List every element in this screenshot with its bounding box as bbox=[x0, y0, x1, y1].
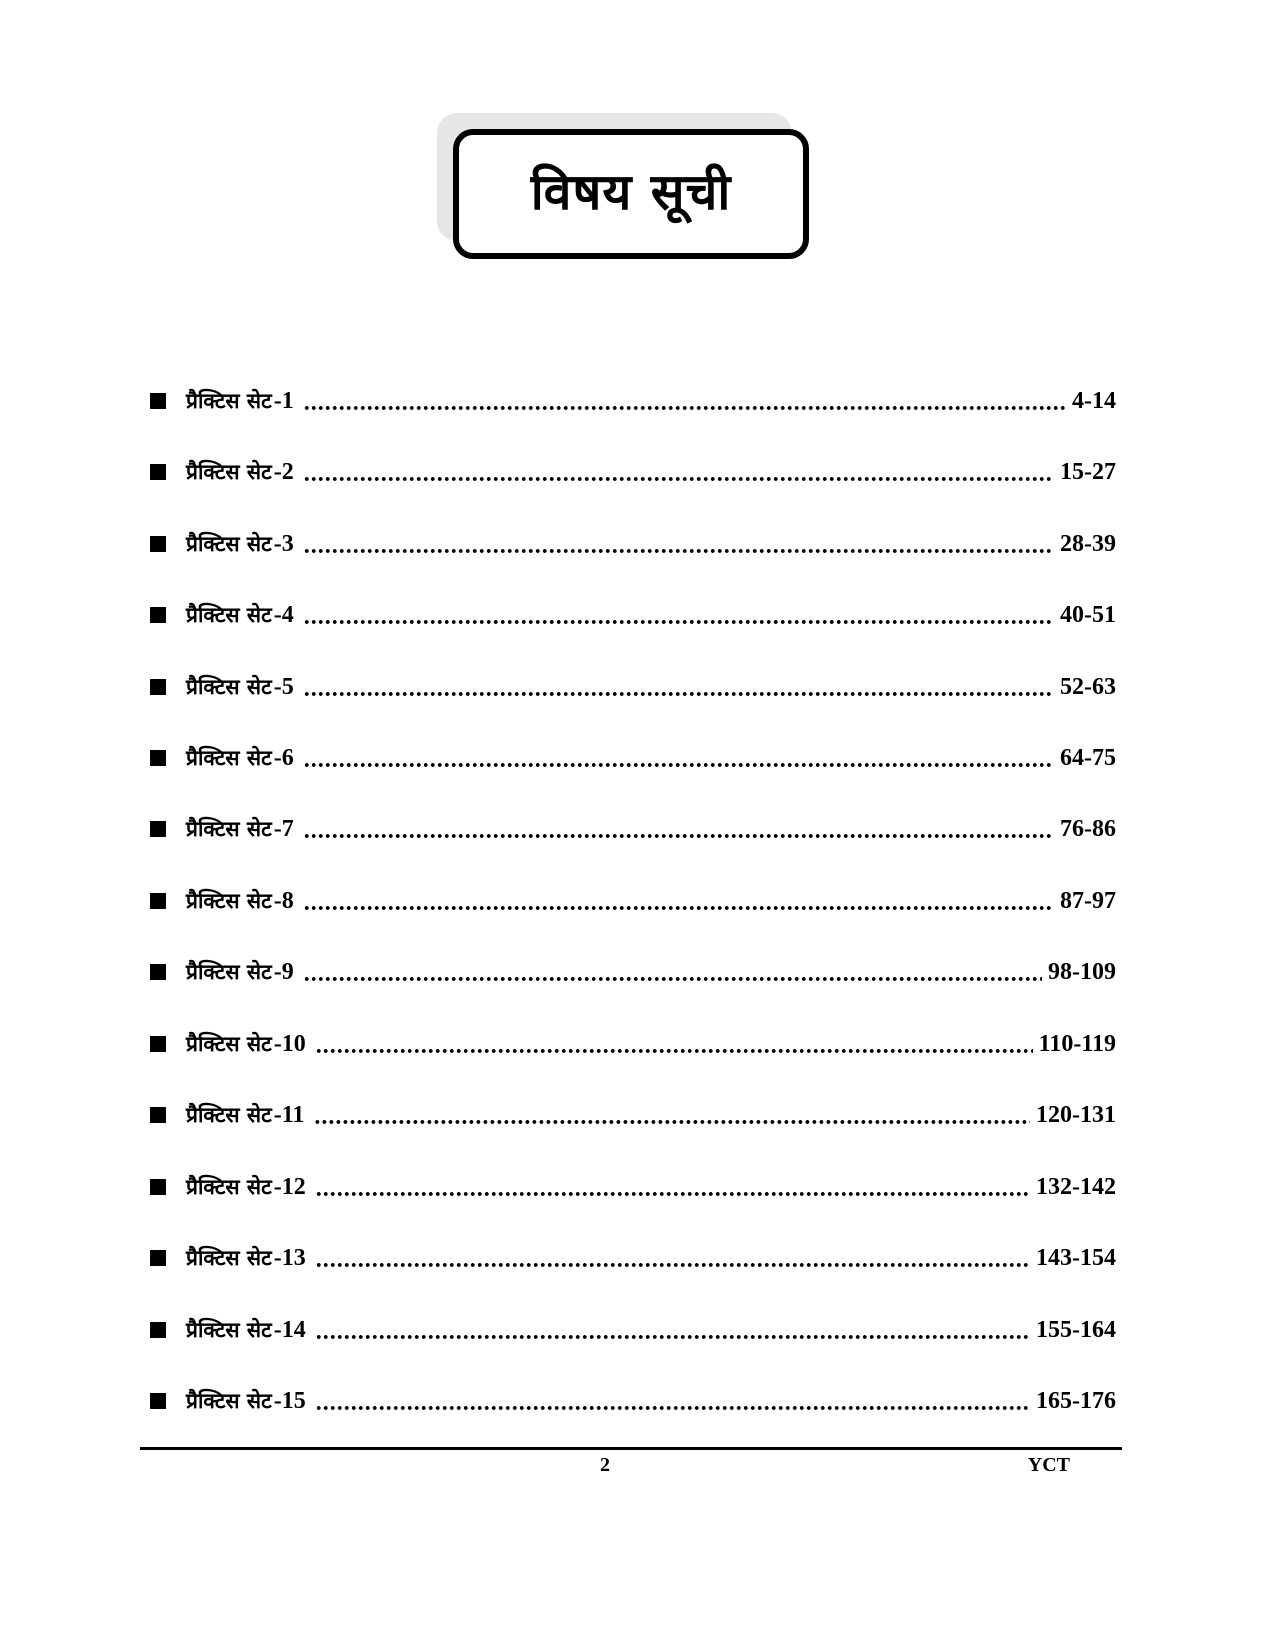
toc-entry-label: प्रैक्टिस सेट bbox=[186, 1175, 272, 1199]
toc-entry-pages: 132-142 bbox=[1036, 1173, 1116, 1200]
bullet-square-icon bbox=[150, 1036, 166, 1052]
toc-entry-number: -15 bbox=[273, 1387, 306, 1414]
bullet-square-icon bbox=[150, 607, 166, 623]
toc-entry-number: -7 bbox=[273, 815, 294, 842]
toc-entry-pages: 143-154 bbox=[1036, 1244, 1116, 1271]
bullet-square-icon bbox=[150, 750, 166, 766]
bullet-square-icon bbox=[150, 1107, 166, 1123]
dot-leader bbox=[316, 1247, 1030, 1274]
toc-entry-label: प्रैक्टिस सेट bbox=[186, 746, 272, 770]
toc-entry-label: प्रैक्टिस सेट bbox=[186, 389, 272, 413]
toc-entry-pages: 4-14 bbox=[1072, 387, 1116, 414]
toc-entry-label: प्रैक्टिस सेट bbox=[186, 1103, 272, 1127]
dot-leader bbox=[304, 390, 1066, 417]
toc-entry-label: प्रैक्टिस सेट bbox=[186, 675, 272, 699]
bullet-square-icon bbox=[150, 464, 166, 480]
dot-leader bbox=[304, 676, 1054, 703]
dot-leader bbox=[316, 1033, 1033, 1060]
toc-entry-number: -10 bbox=[273, 1030, 306, 1057]
toc-entry[interactable] bbox=[150, 1314, 1116, 1346]
toc-entry-pages: 120-131 bbox=[1036, 1101, 1116, 1128]
dot-leader bbox=[316, 1176, 1030, 1203]
toc-entry-number: -9 bbox=[273, 958, 294, 985]
bullet-square-icon bbox=[150, 1179, 166, 1195]
dot-leader bbox=[304, 890, 1054, 917]
bullet-square-icon bbox=[150, 893, 166, 909]
toc-entry-label: प्रैक्टिस सेट bbox=[186, 817, 272, 841]
toc-entry-number: -6 bbox=[273, 744, 294, 771]
toc-entry[interactable] bbox=[150, 1171, 1116, 1203]
toc-entry-pages: 52-63 bbox=[1060, 673, 1116, 700]
toc-entry[interactable] bbox=[150, 599, 1116, 631]
toc-entry-label: प्रैक्टिस सेट bbox=[186, 460, 272, 484]
bullet-square-icon bbox=[150, 679, 166, 695]
bullet-square-icon bbox=[150, 964, 166, 980]
dot-leader bbox=[304, 604, 1054, 631]
dot-leader bbox=[304, 461, 1054, 488]
toc-entry-label: प्रैक्टिस सेट bbox=[186, 532, 272, 556]
toc-entry-pages: 87-97 bbox=[1060, 887, 1116, 914]
dot-leader bbox=[316, 1390, 1030, 1417]
toc-entry-pages: 28-39 bbox=[1060, 530, 1116, 557]
dot-leader bbox=[304, 533, 1054, 560]
toc-entry[interactable] bbox=[150, 956, 1116, 988]
dot-leader bbox=[316, 1319, 1030, 1346]
toc-entry-label: प्रैक्टिस सेट bbox=[186, 603, 272, 627]
toc-entry[interactable] bbox=[150, 1242, 1116, 1274]
toc-entry-label: प्रैक्टिस सेट bbox=[186, 1246, 272, 1270]
toc-entry[interactable] bbox=[150, 885, 1116, 917]
bullet-square-icon bbox=[150, 393, 166, 409]
toc-entry-number: -11 bbox=[273, 1101, 305, 1128]
toc-entry-number: -1 bbox=[273, 387, 294, 414]
toc-entry-label: प्रैक्टिस सेट bbox=[186, 1389, 272, 1413]
toc-entry-number: -4 bbox=[273, 601, 294, 628]
toc-entry-number: -8 bbox=[273, 887, 294, 914]
toc-entry[interactable] bbox=[150, 742, 1116, 774]
toc-entry-pages: 165-176 bbox=[1036, 1387, 1116, 1414]
toc-entry-pages: 155-164 bbox=[1036, 1316, 1116, 1343]
toc-entry-pages: 40-51 bbox=[1060, 601, 1116, 628]
bullet-square-icon bbox=[150, 821, 166, 837]
bullet-square-icon bbox=[150, 1250, 166, 1266]
footer-brand: YCT bbox=[1027, 1454, 1070, 1476]
toc-entry-number: -2 bbox=[273, 458, 294, 485]
toc-entry[interactable] bbox=[150, 456, 1116, 488]
toc-entry-label: प्रैक्टिस सेट bbox=[186, 889, 272, 913]
toc-entry-number: -12 bbox=[273, 1173, 306, 1200]
dot-leader bbox=[304, 961, 1042, 988]
toc-entry-pages: 15-27 bbox=[1060, 458, 1116, 485]
toc-entry[interactable] bbox=[150, 385, 1116, 417]
toc-entry-label: प्रैक्टिस सेट bbox=[186, 960, 272, 984]
title-box bbox=[453, 129, 809, 259]
page-title: विषय सूची bbox=[530, 163, 732, 221]
toc-entry[interactable] bbox=[150, 671, 1116, 703]
toc-entry-pages: 76-86 bbox=[1060, 815, 1116, 842]
dot-leader bbox=[304, 747, 1054, 774]
bullet-square-icon bbox=[150, 1393, 166, 1409]
toc-entry[interactable] bbox=[150, 1385, 1116, 1417]
toc-entry[interactable] bbox=[150, 1028, 1116, 1060]
bullet-square-icon bbox=[150, 536, 166, 552]
toc-entry-label: प्रैक्टिस सेट bbox=[186, 1318, 272, 1342]
dot-leader bbox=[304, 818, 1054, 845]
toc-entry-label: प्रैक्टिस सेट bbox=[186, 1032, 272, 1056]
toc-entry-pages: 64-75 bbox=[1060, 744, 1116, 771]
toc-entry[interactable] bbox=[150, 528, 1116, 560]
footer-page-number: 2 bbox=[600, 1454, 610, 1476]
toc-entry-number: -5 bbox=[273, 673, 294, 700]
footer-divider bbox=[140, 1447, 1122, 1450]
title-banner bbox=[437, 113, 822, 273]
bullet-square-icon bbox=[150, 1322, 166, 1338]
toc-entry-pages: 98-109 bbox=[1048, 958, 1116, 985]
toc-entry-number: -13 bbox=[273, 1244, 306, 1271]
toc-entry[interactable] bbox=[150, 1099, 1116, 1131]
toc-entry[interactable] bbox=[150, 813, 1116, 845]
toc-entry-number: -3 bbox=[273, 530, 294, 557]
toc-entry-number: -14 bbox=[273, 1316, 306, 1343]
toc-entry-pages: 110-119 bbox=[1038, 1030, 1116, 1057]
dot-leader bbox=[314, 1104, 1030, 1131]
